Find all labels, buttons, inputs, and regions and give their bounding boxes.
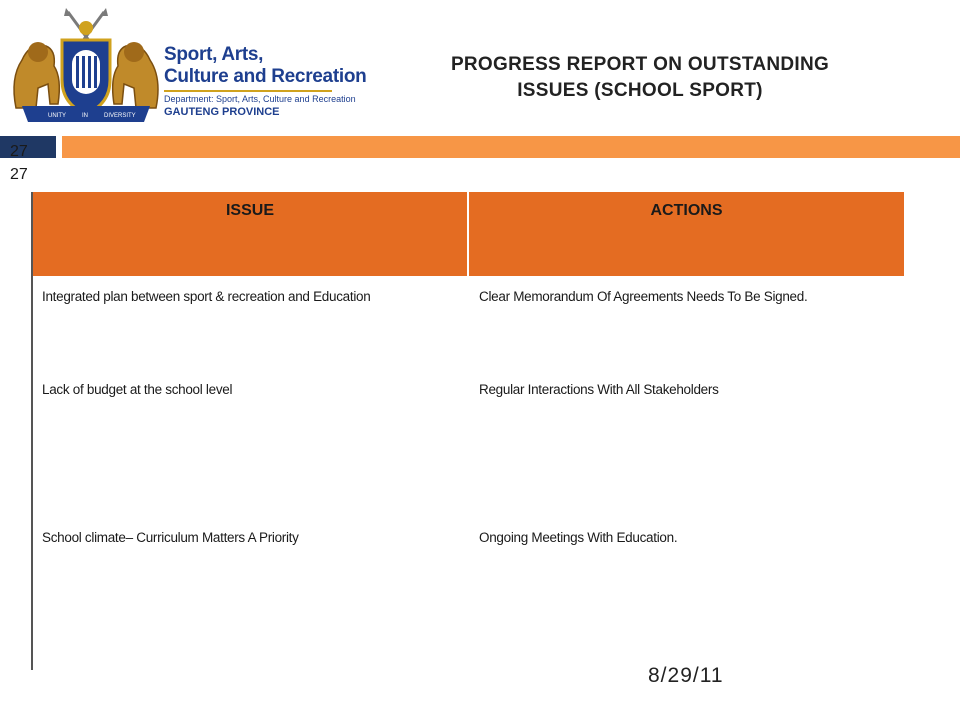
table-row-3-action: Ongoing Meetings With Education. [479, 530, 678, 545]
header-issue: ISSUE [225, 202, 274, 219]
table-row-2-action: Regular Interactions With All Stakeholders [479, 382, 719, 397]
header-actions: ACTIONS [650, 202, 723, 219]
table-header [33, 192, 904, 276]
department-logo [8, 8, 367, 126]
footer-date: 8/29/11 [648, 664, 724, 687]
table-row-2-issue: Lack of budget at the school level [42, 382, 233, 397]
coat-of-arms-icon [8, 8, 164, 126]
logo-province: GAUTENG PROVINCE [164, 106, 280, 118]
banner-word-unity: UNITY [48, 113, 66, 119]
header-bar-orange [62, 136, 960, 158]
title-line-2: ISSUES (SCHOOL SPORT) [517, 80, 763, 101]
logo-line-2: Culture and Recreation [164, 66, 367, 87]
banner-word-diversity: DIVERSITY [104, 113, 136, 119]
logo-department: Department: Sport, Arts, Culture and Recreation [164, 94, 356, 104]
slide-number: 27 [10, 143, 28, 160]
logo-line-1: Sport, Arts, [164, 44, 264, 65]
table-row-1-issue: Integrated plan between sport & recreation and Education [42, 289, 371, 304]
page-title [380, 52, 900, 104]
logo-divider [164, 90, 332, 92]
banner-word-in: IN [82, 113, 88, 119]
header-bar-blue [0, 136, 56, 158]
table-row-3-issue: School climate– Curriculum Matters A Priority [42, 530, 299, 545]
title-line-1: PROGRESS REPORT ON OUTSTANDING [450, 54, 830, 75]
slide-number-duplicate: 27 [10, 166, 28, 183]
logo-wordmark [164, 44, 367, 119]
table-row-1-action: Clear Memorandum Of Agreements Needs To Be Signed. [479, 289, 808, 304]
